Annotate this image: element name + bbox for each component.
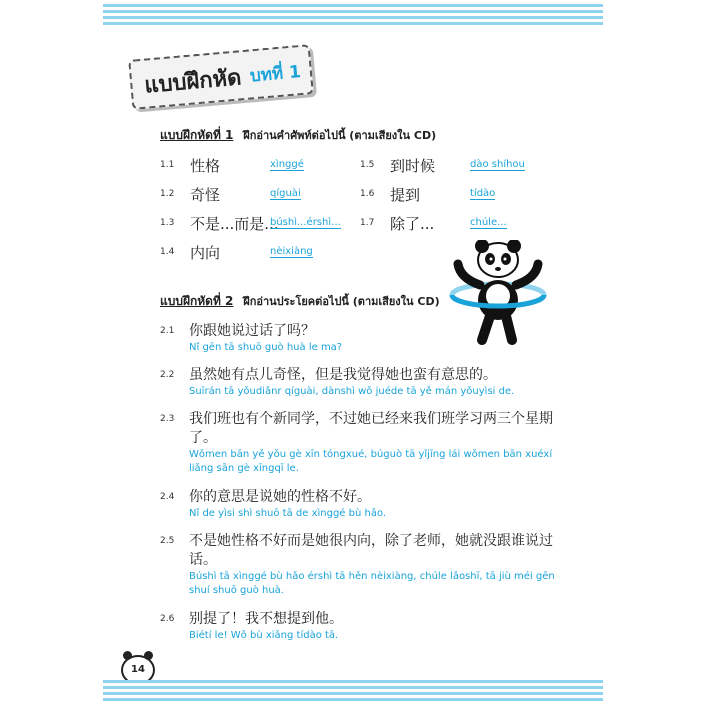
- vocab-pinyin: qíguài: [270, 188, 301, 199]
- vocab-hanzi: 不是...而是...: [190, 215, 279, 233]
- exercise2-instruction: ฝึกอ่านประโยคต่อไปนี้ (ตามเสียงใน CD): [243, 295, 440, 308]
- sentence-hanzi: 虽然她有点儿奇怪，但是我觉得她也蛮有意思的。: [189, 367, 497, 383]
- vocab-number: 1.6: [360, 189, 375, 199]
- sentence-hanzi: 你的意思是说她的性格不好。: [189, 489, 371, 505]
- exercise1-heading: [160, 126, 436, 145]
- sentence-hanzi: 不是她性格不好而是她很内向，除了老师，她就没跟谁说过话。: [189, 533, 553, 568]
- sentence-item: [160, 532, 560, 598]
- sentence-item: [160, 366, 560, 399]
- sentence-item: [160, 322, 560, 355]
- lesson-title-badge: [128, 44, 314, 110]
- sentence-item: [160, 610, 560, 643]
- vocab-pinyin: dào shíhou: [470, 159, 525, 170]
- exercise1-label: แบบฝึกหัดที่ 1: [160, 128, 234, 142]
- vocab-hanzi: 性格: [190, 157, 221, 175]
- sentence-pinyin: Nǐ de yìsi shì shuō tā de xìnggé bù hǎo.: [189, 508, 387, 519]
- vocab-number: 1.5: [360, 160, 375, 170]
- sentence-item: [160, 410, 560, 476]
- sentence-hanzi: 你跟她说过话了吗？: [189, 323, 315, 339]
- vocab-hanzi: 到时候: [390, 157, 436, 175]
- sentence-number: 2.2: [160, 370, 175, 380]
- vocab-pinyin: chúle...: [470, 217, 507, 228]
- sentence-hanzi: 我们班也有个新同学，不过她已经来我们班学习两三个星期了。: [189, 411, 553, 446]
- page-number: 14: [121, 655, 155, 685]
- sentence-number: 2.3: [160, 414, 175, 424]
- vocab-pinyin: búshì...érshì...: [270, 217, 341, 228]
- exercise1-instruction: ฝึกอ่านคำศัพท์ต่อไปนี้ (ตามเสียงใน CD): [243, 129, 437, 142]
- lesson-title-suffix: บทที่ 1: [249, 62, 302, 87]
- vocab-hanzi: 奇怪: [190, 186, 221, 204]
- vocab-pinyin: nèixiàng: [270, 246, 313, 257]
- vocab-number: 1.7: [360, 218, 375, 228]
- sentence-number: 2.4: [160, 492, 175, 502]
- sentence-item: [160, 488, 560, 521]
- sentence-pinyin: Wǒmen bān yě yǒu gè xīn tóngxué, búguò tā yǐjīng lái wǒmen bān xuéxí liǎng sān gè xīngqī le.: [189, 449, 553, 474]
- exercise2-label: แบบฝึกหัดที่ 2: [160, 294, 234, 308]
- vocab-number: 1.3: [160, 218, 175, 228]
- vocab-hanzi: 提到: [390, 186, 421, 204]
- sentence-number: 2.1: [160, 326, 175, 336]
- vocab-pinyin: tídào: [470, 188, 496, 199]
- lesson-title-prefix: แบบฝึกหัด: [143, 65, 243, 99]
- top-stripe-border: [103, 4, 603, 26]
- bottom-stripe-border: [103, 680, 603, 702]
- sentence-pinyin: Biétí le! Wǒ bù xiǎng tídào tā.: [189, 630, 339, 641]
- sentence-pinyin: Suīrán tā yǒudiǎnr qíguài, dànshì wǒ juéde tā yě mán yǒuyìsi de.: [189, 386, 515, 397]
- vocab-number: 1.1: [160, 160, 175, 170]
- sentence-number: 2.6: [160, 614, 175, 624]
- exercise2-heading: [160, 292, 440, 311]
- sentence-pinyin: Búshì tā xìnggé bù hǎo érshì tā hěn nèixiàng, chúle lǎoshī, tā jiù méi gēn shuí shuō guò huà.: [189, 571, 555, 596]
- vocab-number: 1.4: [160, 247, 175, 257]
- sentence-pinyin: Nǐ gēn tā shuō guò huà le ma?: [189, 342, 343, 353]
- sentence-hanzi: 别提了！我不想提到他。: [189, 611, 343, 627]
- sentence-number: 2.5: [160, 536, 175, 546]
- vocab-number: 1.2: [160, 189, 175, 199]
- vocab-hanzi: 除了...: [390, 215, 435, 233]
- vocab-hanzi: 内向: [190, 244, 221, 262]
- vocab-pinyin: xìnggé: [270, 159, 304, 170]
